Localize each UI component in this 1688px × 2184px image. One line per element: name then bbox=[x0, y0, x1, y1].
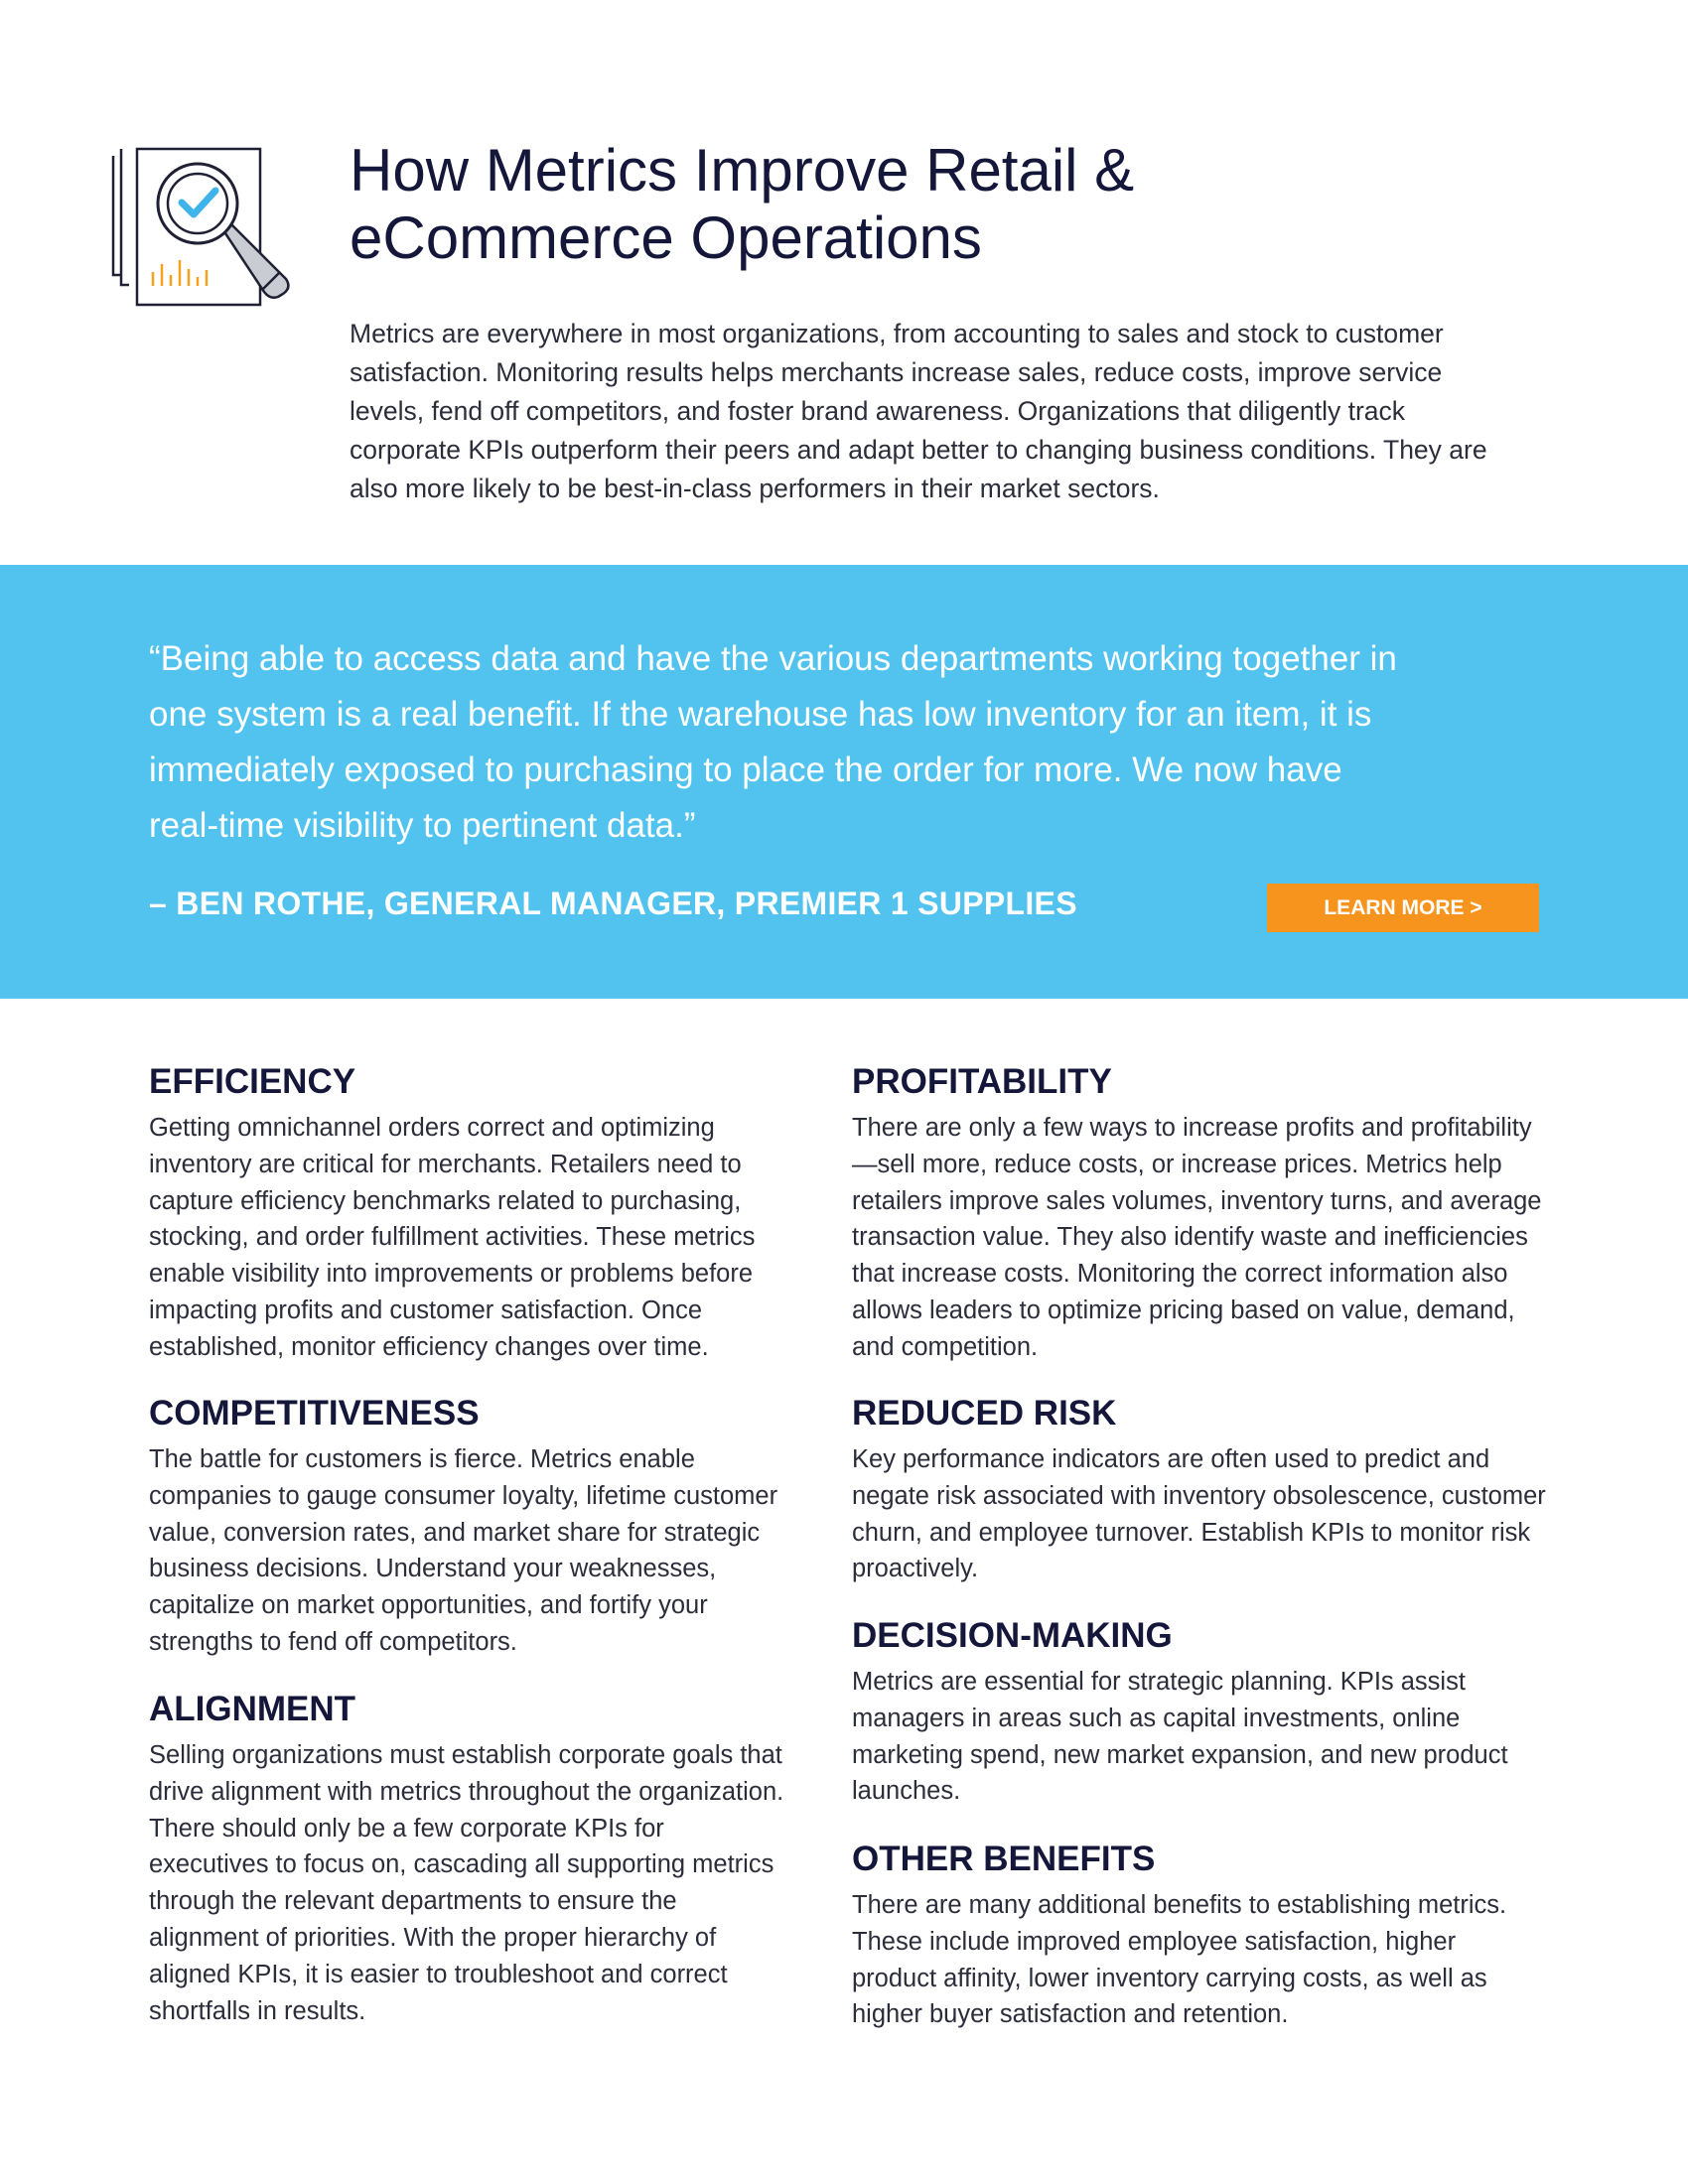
page-title bbox=[350, 137, 1541, 272]
page-title-line-1: How Metrics Improve Retail & bbox=[350, 137, 1135, 204]
learn-more-button[interactable]: LEARN MORE > bbox=[1267, 884, 1539, 932]
section-efficiency bbox=[149, 1060, 784, 1366]
section-heading: OTHER BENEFITS bbox=[852, 1840, 1156, 1878]
section-decision-making bbox=[852, 1614, 1547, 1810]
section-reduced-risk bbox=[852, 1392, 1547, 1587]
section-other-benefits bbox=[852, 1838, 1547, 2033]
testimonial-quote: “Being able to access data and have the various departments working together in one system is a real benefit. If the warehouse has low inventory for an item, it is immediately exposed to purchasing to place the order for more. We now have real-time visibility to pertinent data.” bbox=[149, 639, 1397, 845]
section-heading: DECISION-MAKING bbox=[852, 1616, 1173, 1655]
section-heading: EFFICIENCY bbox=[149, 1062, 356, 1101]
section-body: Selling organizations must establish corporate goals that drive alignment with metrics throughout the organization. There should only be a few corporate KPIs for executives to focus on, cascading all supporting metrics through the relevant departments to ensure the alignment of priorities. With the proper hierarchy of aligned KPIs, it is easier to troubleshoot and correct shortfalls in results. bbox=[149, 1741, 784, 2025]
section-alignment bbox=[149, 1688, 784, 2029]
report-magnifier-checkmark-icon bbox=[103, 139, 302, 318]
section-body: Key performance indicators are often used to predict and negate risk associated with inventory obsolescence, customer churn, and employee turnover. Establish KPIs to monitor risk proactively. bbox=[852, 1445, 1546, 1583]
section-heading: REDUCED RISK bbox=[852, 1394, 1117, 1433]
intro-paragraph: Metrics are everywhere in most organizations, from accounting to sales and stock to customer satisfaction. Monitoring results helps merchants increase sales, reduce costs, improve service levels, fend off competitors, and foster brand awareness. Organizations that diligently track corporate KPIs outperform their peers and adapt better to changing business conditions. They are also more likely to be best-in-class performers in their market sectors. bbox=[350, 319, 1487, 503]
section-body: There are many additional benefits to establishing metrics. These include improved employee satisfaction, higher product affinity, lower inventory carrying costs, as well as higher buyer satisfaction and retention. bbox=[852, 1891, 1507, 2029]
section-competitiveness bbox=[149, 1392, 784, 1661]
page-title-line-2: eCommerce Operations bbox=[350, 205, 982, 271]
section-heading: PROFITABILITY bbox=[852, 1062, 1112, 1101]
section-heading: ALIGNMENT bbox=[149, 1690, 356, 1728]
testimonial-attribution: – BEN ROTHE, GENERAL MANAGER, PREMIER 1 SUPPLIES bbox=[149, 886, 1077, 921]
section-profitability bbox=[852, 1060, 1547, 1366]
section-body: Metrics are essential for strategic planning. KPIs assist managers in areas such as capital investments, online marketing spend, new market expansion, and new product launches. bbox=[852, 1668, 1508, 1806]
section-heading: COMPETITIVENESS bbox=[149, 1394, 480, 1433]
section-body: The battle for customers is fierce. Metrics enable companies to gauge consumer loyalty, lifetime customer value, conversion rates, and market share for strategic business decisions. Understand your weaknesses, capitalize on market opportunities, and fortify your strengths to fend off competitors. bbox=[149, 1445, 778, 1656]
section-body: Getting omnichannel orders correct and optimizing inventory are critical for merchants. Retailers need to capture efficiency benchmarks related to purchasing, stocking, and order fulfillment activities. These metrics enable visibility into improvements or problems before impacting profits and customer satisfaction. Once established, monitor efficiency changes over time. bbox=[149, 1114, 756, 1361]
section-body: There are only a few ways to increase profits and profitability—sell more, reduce costs, or increase prices. Metrics help retailers improve sales volumes, inventory turns, and average transaction value. They also identify waste and inefficiencies that increase costs. Monitoring the correct information also allows leaders to optimize pricing based on value, demand, and competition. bbox=[852, 1114, 1542, 1361]
